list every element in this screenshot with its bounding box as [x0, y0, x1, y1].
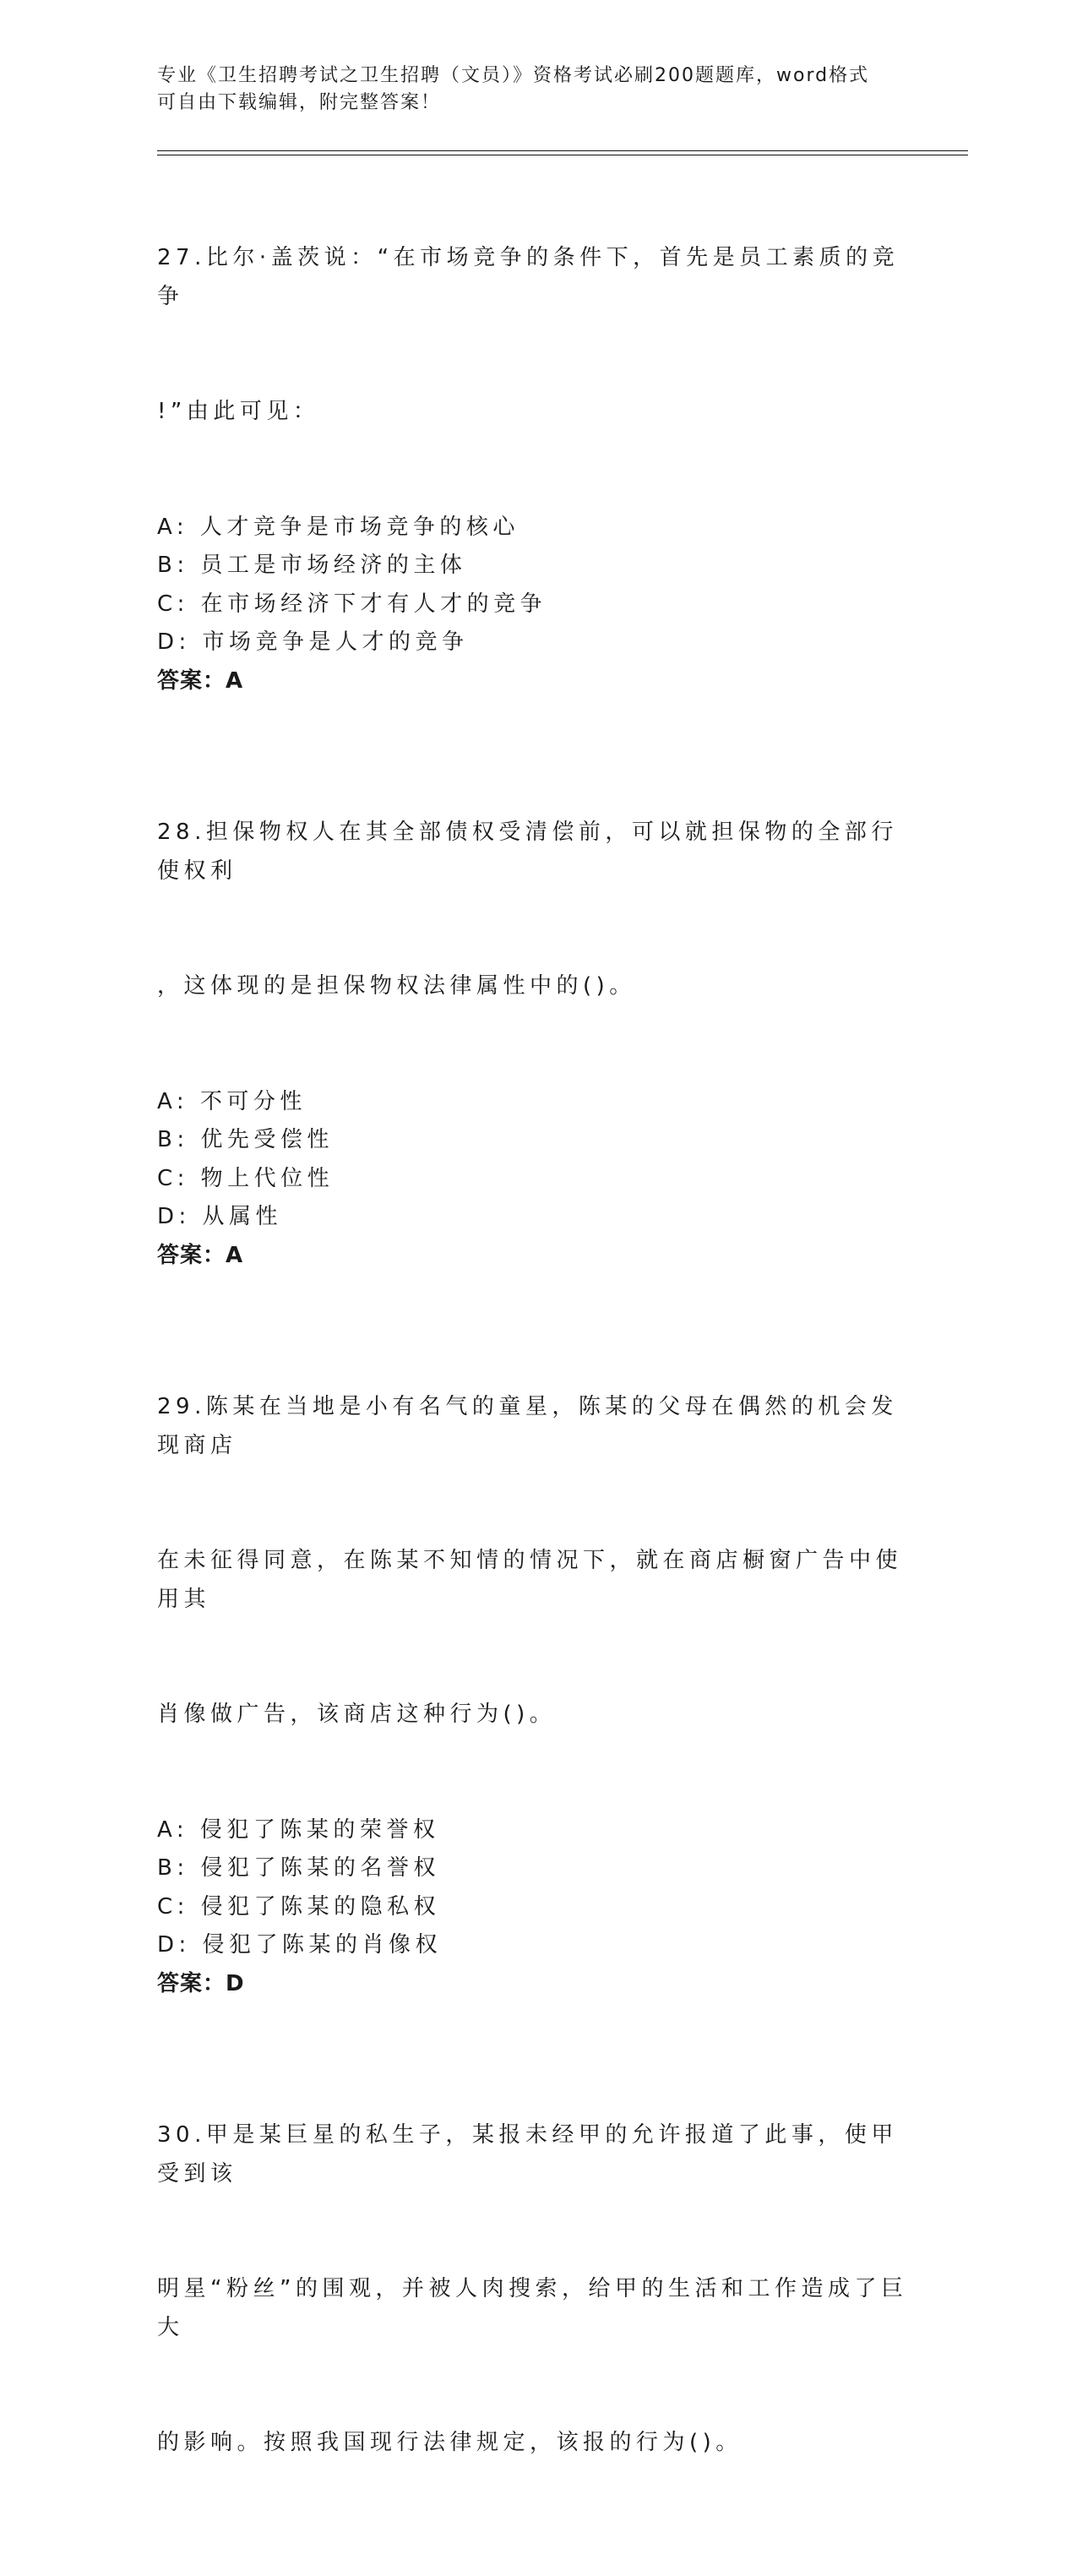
- question-list: [157, 162, 917, 2576]
- stem-line: 明星“粉丝”的围观，并被人肉搜索，给甲的生活和工作造成了巨大: [157, 2276, 908, 2340]
- header-line-1: 专业《卫生招聘考试之卫生招聘（文员）》资格考试必刷200题题库，word格式: [157, 65, 870, 86]
- option-c: C: 物上代位性: [157, 1165, 335, 1191]
- option-b: B: 优先受偿性: [157, 1127, 334, 1152]
- question-stem: [157, 2040, 917, 2540]
- document-header: [157, 63, 917, 117]
- stem-line: !”由此可见：: [157, 399, 320, 424]
- stem-line: 30.甲是某巨星的私生子，某报未经甲的允许报道了此事，使甲受到该: [157, 2122, 898, 2187]
- stem-line: ，这体现的是担保物权法律属性中的()。: [157, 973, 636, 999]
- answer: 答案：A: [157, 1242, 244, 1268]
- question-29: [157, 1311, 917, 2003]
- option-a: A: 不可分性: [157, 1088, 307, 1114]
- option-c: C: 在市场经济下才有人才的竞争: [157, 591, 547, 617]
- option-a: A: 侵犯了陈某的荣誉权: [157, 1816, 440, 1843]
- stem-line: 在未征得同意，在陈某不知情的情况下，就在商店橱窗广告中使用其: [157, 1548, 903, 1612]
- option-d: D: 从属性: [157, 1204, 283, 1229]
- option-c: C: 侵犯了陈某的隐私权: [157, 1893, 441, 1920]
- answer: 答案：A: [157, 667, 244, 694]
- question-28: [157, 737, 917, 1275]
- answer: 答案：D: [157, 1970, 245, 1996]
- option-b: B: 员工是市场经济的主体: [157, 553, 467, 578]
- stem-line: 肖像做广告，该商店这种行为()。: [157, 1702, 557, 1727]
- question-stem: [157, 737, 917, 1083]
- header-line-2: 可自由下载编辑，附完整答案！: [157, 92, 442, 113]
- option-d: D: 侵犯了陈某的肖像权: [157, 1932, 443, 1958]
- stem-line: 27.比尔·盖茨说：“在市场竞争的条件下，首先是员工素质的竞争: [157, 245, 900, 309]
- question-27: [157, 162, 917, 700]
- header-rule-top: [157, 150, 968, 151]
- option-d: D: 市场竞争是人才的竞争: [157, 629, 469, 655]
- stem-line: 的影响。按照我国现行法律规定，该报的行为()。: [157, 2430, 742, 2455]
- stem-line: 28.担保物权人在其全部债权受清偿前，可以就担保物的全部行使权利: [157, 820, 898, 884]
- option-a: A: 人才竞争是市场竞争的核心: [157, 514, 519, 540]
- stem-line: 29.陈某在当地是小有名气的童星，陈某的父母在偶然的机会发现商店: [157, 1394, 898, 1458]
- option-b: B: 侵犯了陈某的名誉权: [157, 1855, 440, 1881]
- question-stem: [157, 1311, 917, 1811]
- question-stem: [157, 162, 917, 509]
- question-30: [157, 2040, 917, 2540]
